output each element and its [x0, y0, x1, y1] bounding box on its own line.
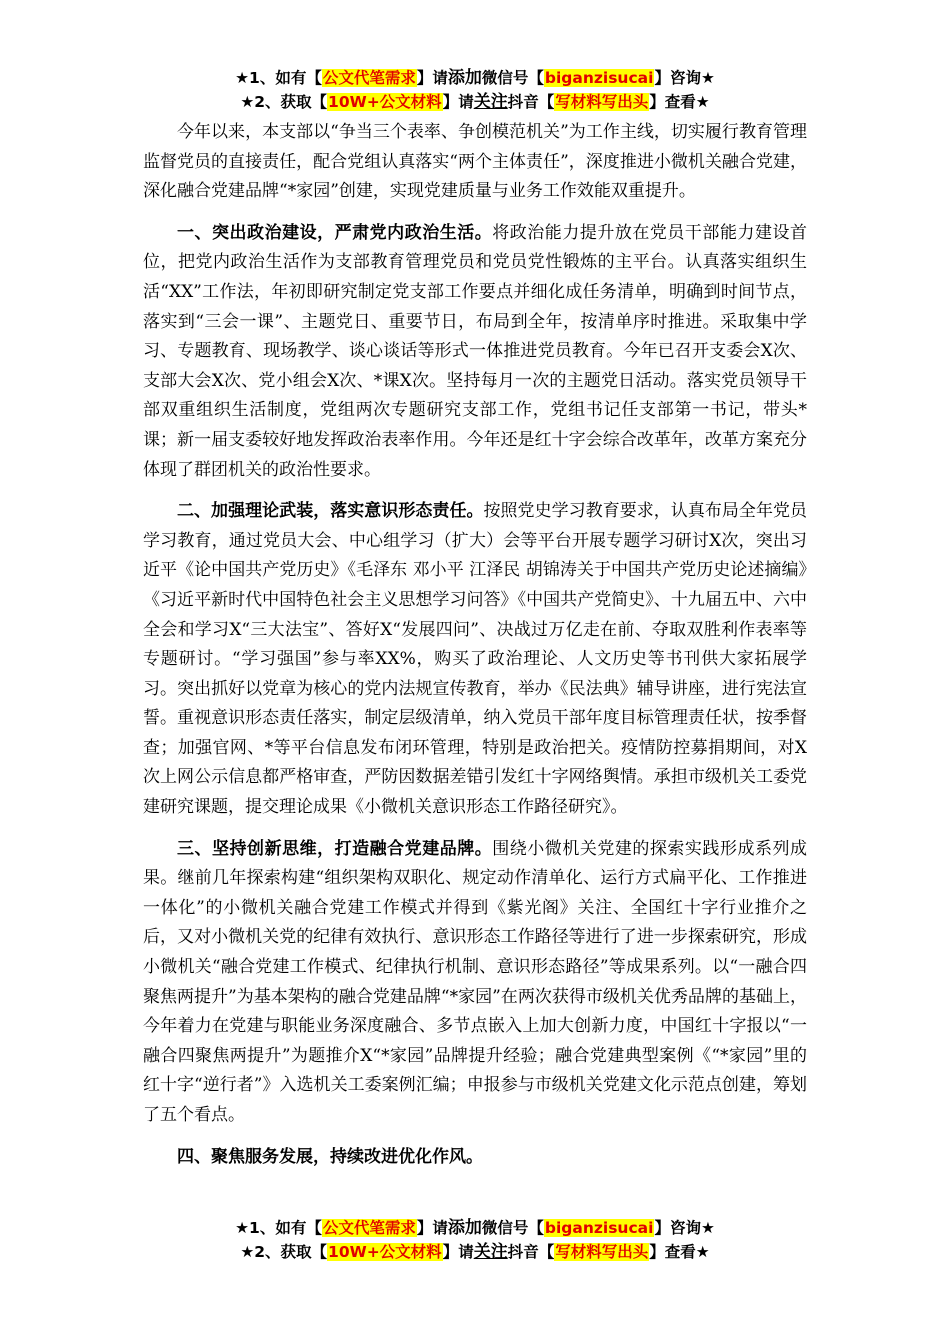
banner-text: 】查看★	[649, 1243, 710, 1261]
banner-text: ★2、获取【	[240, 93, 328, 111]
banner-text: 】请	[416, 69, 448, 87]
section-heading-4: 四、聚焦服务发展，持续改进优化作风。	[177, 1146, 483, 1167]
highlight-service: 公文代笔需求	[322, 1219, 416, 1237]
banner-text: 】咨询★	[654, 1219, 715, 1237]
highlight-wechat-id: biganzisucai	[544, 69, 654, 87]
bottom-banner	[0, 1216, 950, 1264]
banner-text: 抖音【	[507, 1243, 555, 1261]
banner-emphasis: 添加	[447, 1218, 482, 1238]
banner-line-2	[0, 1240, 950, 1264]
top-banner	[0, 66, 950, 114]
section-heading-1: 一、突出政治建设，严肃党内政治生活。	[177, 222, 493, 243]
banner-text: 】查看★	[649, 93, 710, 111]
banner-text: 】请	[442, 1243, 474, 1261]
section-text-2: 按照党史学习教育要求，认真布局全年党员学习教育，通过党员大会、中心组学习（扩大）会等平台开展专题学习研讨X次，突出习近平《论中国共产党历史》《毛泽东 邓小平 江泽民 胡锦涛关于中国共产党历史论述摘编》《习近平新时代中国特色社会主义思想学习问答》《中国共产党简史》、十九届五中、六中全会和学习X“三大法宝”、答好X“发展四问”、决战过万亿走在前、夺取双胜利作表率等专题研讨。“学习强国”参与率XX%，购买了政治理论、人文历史等书刊供大家拓展学习。突出抓好以党章为核心的党内法规宣传教育，举办《民法典》辅导讲座，进行宪法宣誓。重视意识形态责任落实，制定层级清单，纳入党员干部年度目标管理责任状，按季督查；加强官网、*等平台信息发布闭环管理，特别是政治把关。疫情防控募捐期间，对X次上网公示信息都严格审查，严防因数据差错引发红十字网络舆情。承担市级机关工委党建研究课题，提交理论成果《小微机关意识形态工作路径研究》。	[143, 501, 807, 818]
banner-line-1	[0, 1216, 950, 1240]
section-text-3: 围绕小微机关党建的探索实践形成系列成果。继前几年探索构建“组织架构双职化、规定动作清单化、运行方式扁平化、工作推进一体化”的小微机关融合党建工作模式并得到《紫光阁》关注、全国红十字行业推介之后，又对小微机关党的纪律有效执行、意识形态工作路径等进行了进一步探索研究，形成小微机关“融合党建工作模式、纪律执行机制、意识形态路径”等成果系列。以“一融合四聚焦两提升”为基本架构的融合党建品牌“*家园”在两次获得市级机关优秀品牌的基础上，今年着力在党建与职能业务深度融合、多节点嵌入上加大创新力度，中国红十字报以“一融合四聚焦两提升”为题推介X“*家园”品牌提升经验；融合党建典型案例《“*家园”里的红十字“逆行者”》入选机关工委案例汇编；申报参与市级机关党建文化示范点创建，筹划了五个看点。	[143, 838, 808, 1125]
section-paragraph-1	[143, 219, 807, 485]
section-text-1: 将政治能力提升放在党员干部能力建设首位，把党内政治生活作为支部教育管理党员和党员党性锻炼的主平台。认真落实组织生活“XX”工作法，年初即研究制定党支部工作要点并细化成任务清单，明确到时间节点，落实到“三会一课”、主题党日、重要节日，布局到全年，按清单序时推进。采取集中学习、专题教育、现场教学、谈心谈话等形式一体推进党员教育。今年已召开支委会X次、支部大会X次、党小组会X次、*课X次。坚持每月一次的主题党日活动。落实党员领导干部双重组织生活制度，党组两次专题研究支部工作，党组书记任支部第一书记，带头*课；新一届支委较好地发挥政治表率作用。今年还是红十字会综合改革年，改革方案充分体现了群团机关的政治性要求。	[143, 222, 808, 480]
highlight-wechat-id: biganzisucai	[544, 1219, 654, 1237]
banner-text: ★2、获取【	[240, 1243, 328, 1261]
banner-text: 】请	[442, 93, 474, 111]
banner-text: 抖音【	[507, 93, 555, 111]
section-heading-2: 二、加强理论武装，落实意识形态责任。	[177, 501, 484, 522]
banner-emphasis: 关注	[473, 92, 508, 112]
banner-emphasis: 关注	[473, 1242, 508, 1262]
banner-line-1	[0, 66, 950, 90]
section-paragraph-4	[143, 1143, 807, 1173]
intro-paragraph: 今年以来，本支部以“争当三个表率、争创模范机关”为工作主线，切实履行教育管理监督党员的直接责任，配合党组认真落实“两个主体责任”，深度推进小微机关融合党建，深化融合党建品牌“*家园”创建，实现党建质量与业务工作效能双重提升。	[143, 122, 807, 202]
highlight-douyin-id: 写材料写出头	[555, 1243, 649, 1261]
highlight-service: 公文代笔需求	[322, 69, 416, 87]
banner-line-2	[0, 90, 950, 114]
banner-text: 微信号【	[481, 1219, 544, 1237]
section-paragraph-2	[143, 497, 807, 823]
section-heading-3: 三、坚持创新思维，打造融合党建品牌。	[177, 838, 493, 859]
banner-emphasis: 添加	[447, 68, 482, 88]
highlight-materials: 10W+公文材料	[328, 1243, 442, 1261]
section-paragraph-3	[143, 835, 807, 1131]
banner-text: 】请	[416, 1219, 448, 1237]
banner-text: ★1、如有【	[235, 69, 322, 87]
banner-text: 】咨询★	[654, 69, 715, 87]
banner-text: 微信号【	[481, 69, 544, 87]
document-body	[143, 118, 807, 1184]
highlight-materials: 10W+公文材料	[328, 93, 442, 111]
banner-text: ★1、如有【	[235, 1219, 322, 1237]
highlight-douyin-id: 写材料写出头	[555, 93, 649, 111]
